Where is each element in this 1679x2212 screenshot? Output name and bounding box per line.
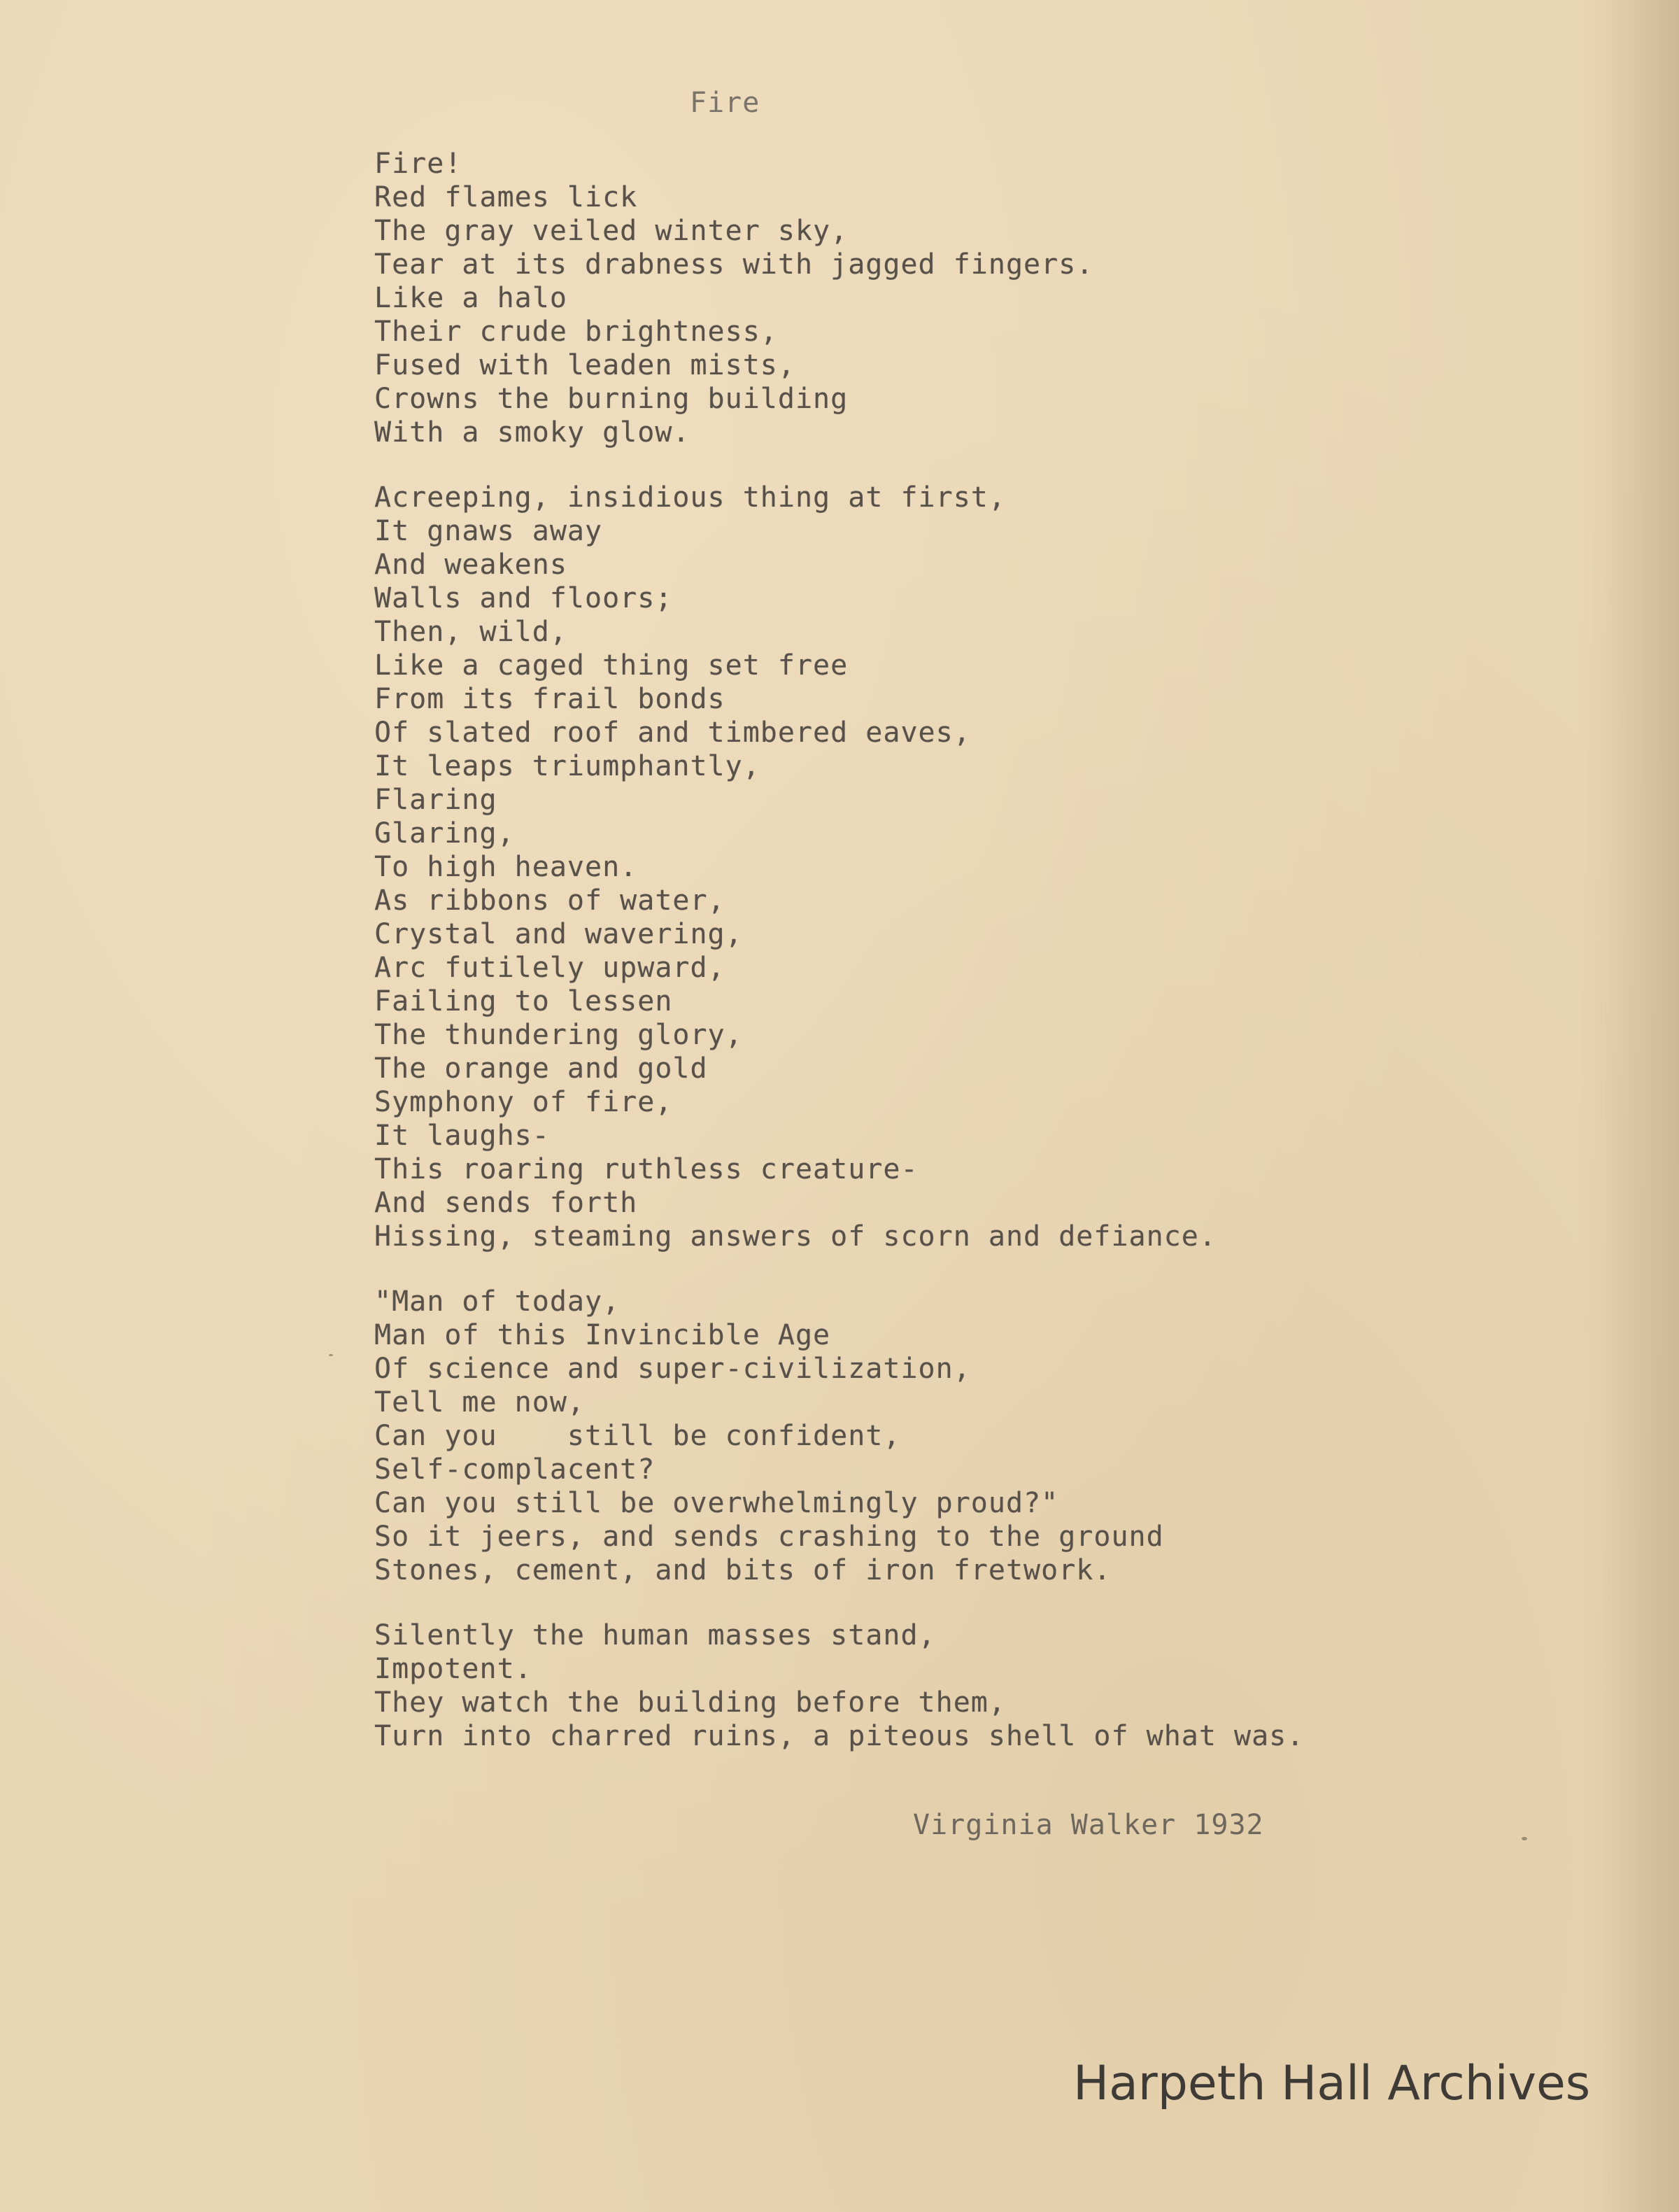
ink-speck: [1522, 1837, 1527, 1840]
poem-line: Acreeping, insidious thing at first,: [374, 481, 1006, 514]
poem-line: Impotent.: [374, 1653, 532, 1685]
author-signature: Virginia Walker 1932: [913, 1809, 1264, 1841]
poem-line: Can you still be overwhelmingly proud?": [374, 1487, 1059, 1519]
poem-line: Red flames lick: [374, 181, 638, 213]
poem-line: Crystal and wavering,: [374, 918, 743, 950]
poem-line: Hissing, steaming answers of scorn and defiance.: [374, 1220, 1217, 1253]
ink-speck: [329, 1354, 333, 1356]
stanza-2: [374, 481, 1494, 1253]
poem-line: Arc futilely upward,: [374, 952, 725, 984]
poem-line: They watch the building before them,: [374, 1686, 1006, 1719]
poem-line: And sends forth: [374, 1187, 638, 1219]
poem-line: Of science and super-civilization,: [374, 1353, 971, 1385]
stanza-3: [374, 1285, 1494, 1587]
poem-line: Then, wild,: [374, 616, 567, 648]
poem-line: Fused with leaden mists,: [374, 349, 795, 381]
archive-watermark: Harpeth Hall Archives: [1073, 2056, 1591, 2111]
poem-line: Silently the human masses stand,: [374, 1619, 936, 1651]
poem-line: Stones, cement, and bits of iron fretwork.: [374, 1554, 1112, 1586]
poem-line: To high heaven.: [374, 851, 638, 883]
poem-line: The thundering glory,: [374, 1019, 743, 1051]
poem-line: With a smoky glow.: [374, 416, 690, 449]
poem-body: [374, 147, 1494, 1784]
stanza-1: [374, 147, 1494, 449]
poem-line: Walls and floors;: [374, 582, 673, 614]
poem-line: Of slated roof and timbered eaves,: [374, 717, 971, 749]
poem-line: As ribbons of water,: [374, 885, 725, 917]
paper-edge-shading: [1602, 0, 1679, 2212]
poem-line: Like a halo: [374, 282, 567, 314]
poem-line: Tell me now,: [374, 1386, 585, 1418]
poem-line: Flaring: [374, 784, 497, 816]
poem-line: Man of this Invincible Age: [374, 1319, 831, 1351]
poem-line: Fire!: [374, 148, 462, 180]
poem-line: It laughs-: [374, 1120, 550, 1152]
poem-line: Symphony of fire,: [374, 1086, 673, 1118]
poem-line: Crowns the burning building: [374, 383, 849, 415]
poem-line: Their crude brightness,: [374, 316, 778, 348]
stanza-4: [374, 1619, 1494, 1753]
poem-line: The orange and gold: [374, 1052, 708, 1085]
poem-line: Can you still be confident,: [374, 1420, 901, 1452]
poem-line: It leaps triumphantly,: [374, 750, 760, 782]
poem-line: Glaring,: [374, 817, 515, 850]
poem-line: "Man of today,: [374, 1285, 621, 1318]
poem-line: This roaring ruthless creature-: [374, 1153, 919, 1185]
poem-line: And weakens: [374, 549, 567, 581]
poem-line: It gnaws away: [374, 515, 603, 547]
poem-line: From its frail bonds: [374, 683, 725, 715]
poem-line: So it jeers, and sends crashing to the ground: [374, 1521, 1164, 1553]
poem-line: Like a caged thing set free: [374, 649, 849, 682]
poem-title: Fire: [690, 87, 760, 119]
poem-line: Self-complacent?: [374, 1453, 656, 1486]
poem-line: Failing to lessen: [374, 985, 673, 1017]
poem-line: Tear at its drabness with jagged fingers.: [374, 248, 1094, 281]
poem-line: Turn into charred ruins, a piteous shell of what was.: [374, 1720, 1305, 1752]
poem-line: The gray veiled winter sky,: [374, 215, 849, 247]
